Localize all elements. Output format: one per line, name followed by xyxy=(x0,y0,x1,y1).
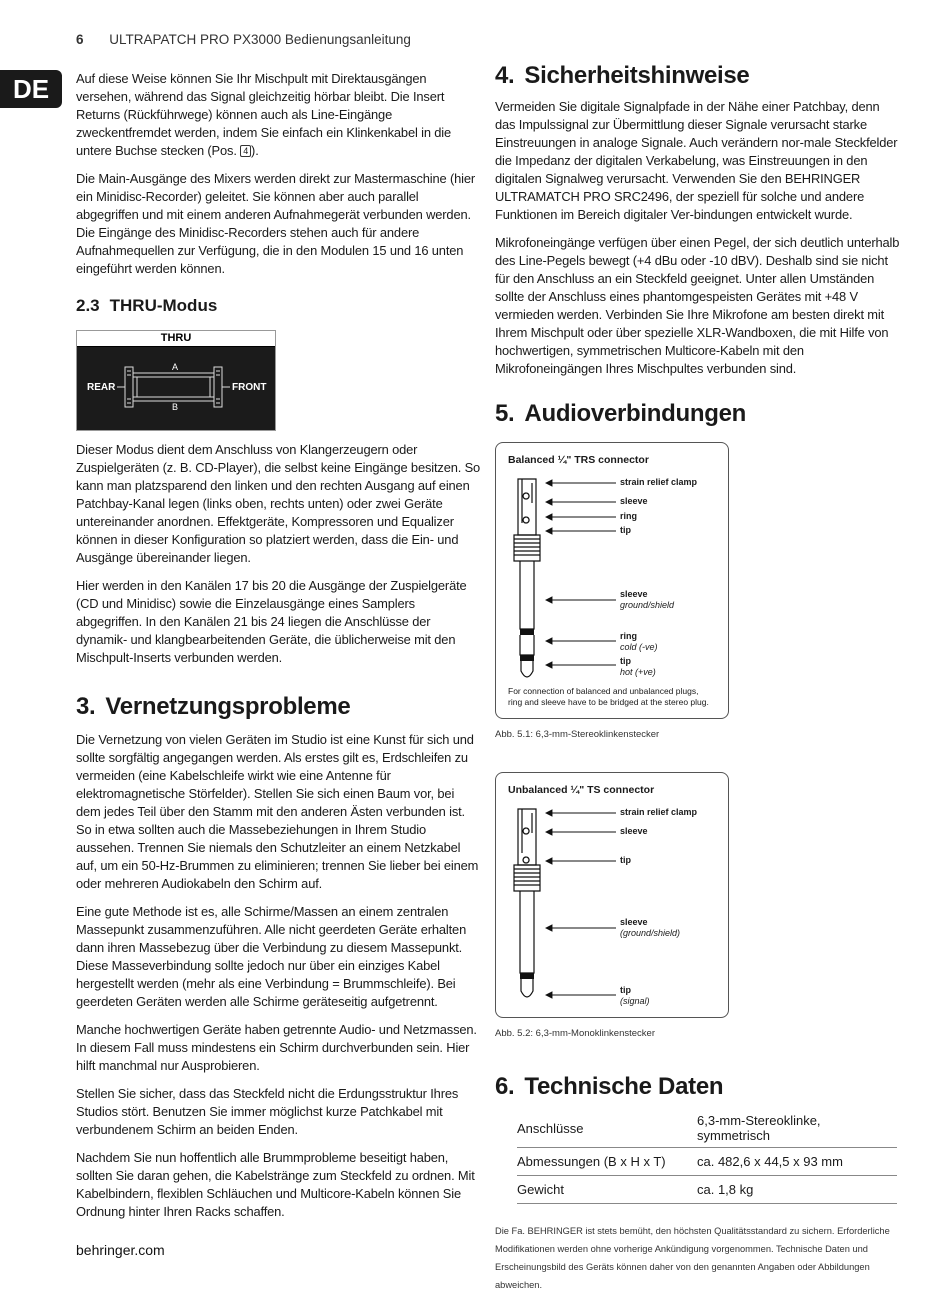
paragraph: Die Main-Ausgänge des Mixers werden direkt zur Mastermaschine (hier ein Minidisc-Recorder) geleitet. Sie können aber auch parallel abgegriffen und mit einem anderen Aufnahmegerät verbunden werden. Die Eingänge des Minidisc-Recorders stehen auch für andere Aufnahmequellen zur Verfügung, die in den Modulen 15 und 16 unten eingeführt werden können. xyxy=(76,171,476,276)
ts-connector-figure xyxy=(495,772,729,1018)
thru-label-a: A xyxy=(171,362,179,372)
paragraph: Stellen Sie sicher, dass das Steckfeld nicht die Erdungsstruktur Ihres Studios stört. Benutzen Sie immer möglichst kurze Patchkabel mit verbundenem Schirm an beiden Enden. xyxy=(76,1086,459,1137)
paragraph: Auf diese Weise können Sie Ihr Mischpult mit Direktausgängen versehen, während das Signal gleichzeitig hörbar bleibt. Die Insert Returns (Rückführwege) können auch als Line-Eingänge zweckentfremdet werden, indem Sie einfach ein Klinkenkabel in die untere Buchse stecken (Pos. 4 ). xyxy=(76,71,452,158)
paragraph: Eine gute Methode ist es, alle Schirme/Massen an einem zentralen Massepunkt zusammenzuführen. Alle nicht geerdeten Geräte erhalten dann ihren Massebezug über die Verbindung zu diesem Massepunkt. Diese Masseverbindung sollte jedoch nur über ein einziges Kabel hergestellt werden (mehr als eine Verbindung = Brummschleife). Bei geerdeten Geräten werden alle Schirme geräteseitig aufgetrennt. xyxy=(76,904,467,1009)
table-row xyxy=(517,1148,897,1176)
label-ring-cold: ring cold (-ve) xyxy=(620,631,658,652)
thru-label-rear: REAR xyxy=(87,382,116,393)
figure-note: For connection of balanced and unbalanced plugs, ring and sleeve have to be bridged at the stereo plug. xyxy=(508,686,709,707)
spec-value: 6,3-mm-Stereoklinke, symmetrisch xyxy=(697,1109,897,1148)
spec-value: ca. 482,6 x 44,5 x 93 mm xyxy=(697,1148,897,1176)
page-header xyxy=(76,32,411,47)
label-sleeve: sleeve xyxy=(620,826,648,836)
thru-label-b: B xyxy=(171,402,179,412)
spec-label: Gewicht xyxy=(517,1176,697,1204)
spec-label: Anschlüsse xyxy=(517,1109,697,1148)
label-tip: tip xyxy=(620,525,631,535)
section-heading-4: 4. Sicherheitshinweise xyxy=(495,62,750,89)
label-sleeve: sleeve xyxy=(620,496,648,506)
label-strain-relief-clamp: strain relief clamp xyxy=(620,807,698,817)
paragraph: Vermeiden Sie digitale Signalpfade in der Nähe einer Patchbay, denn das Impulssignal zur Übermittlung dieser Signale verursacht starke Einstreuungen in analoge Signale. Auch verändern nor-male Steckfelder die Impedanz der digitalen Verkabelung, was Einstreuungen in den digitalen Signalweg verursacht. Verwenden Sie den BEHRINGER ULTRAMATCH PRO SRC2496, der speziell für solche und andere Funktionen im Bereich digitaler Ver-bindungen entwickelt wurde. xyxy=(495,99,898,222)
thru-wiring-graphic xyxy=(77,347,275,429)
paragraph: Nachdem Sie nun hoffentlich alle Brummprobleme beseitigt haben, sollten Sie daran gehen, die Kabelstränge zum Steckfeld zu ordnen. Mit Kabelbindern, flexiblen Schläuchen und Multicore-Kabeln können Sie Ordnung hinter Ihren Racks schaffen. xyxy=(76,1150,475,1219)
label-sleeve-ground: sleeve ground/shield xyxy=(620,589,675,610)
paragraph: Mikrofoneingänge verfügen über einen Pegel, der sich deutlich unterhalb des Line-Pegels bewegt (+4 dBu oder -10 dBV). Deshalb sind sie nicht für den Anschluss an ein Steckfeld geeignet. Unter allen Umständen sollte der Anschluss eines phantomgespeisten Gerätes mit +48 V vermieden werden. Verbinden Sie Ihre Mikrofone am besten direkt mit Ihrem Mischpult oder über spezielle XLR-Wandboxen, die mit Hilfe von hochwertigen, symmetrischen Multicore-Kabeln mit den Mikrofoneingängen Ihres Mischpultes verbunden sind. xyxy=(495,235,900,376)
thru-diagram xyxy=(76,330,276,431)
section-heading-2-3: 2.3 THRU-Modus xyxy=(76,296,218,315)
paragraph: Dieser Modus dient dem Anschluss von Klangerzeugern oder Zuspielgeräten (z. B. CD-Player), die selbst keine Eingänge besitzen. So kann man platzsparend den linken und den rechten Ausgang auf einen Patchbay-Kanal legen (links oben, rechts unten) oder zwei Geräte untereinander anordnen. Effektgeräte, Kompressoren und Equalizer können in dieser Konfiguration so platziert werden, dass die Ein- und Ausgänge übereinander liegen. xyxy=(76,442,481,565)
document-title: ULTRAPATCH PRO PX3000 Bedienungsanleitung xyxy=(109,32,411,47)
paragraph: Manche hochwertigen Geräte haben getrennte Audio- und Netzmassen. In diesem Fall muss mindestens ein Schirm durchverbunden sein. Hier hilft manchmal nur Ausprobieren. xyxy=(76,1022,477,1073)
specs-table xyxy=(517,1109,897,1204)
spec-label: Abmessungen (B x H x T) xyxy=(517,1148,697,1176)
section-heading-5: 5. Audioverbindungen xyxy=(495,400,746,427)
label-ring: ring xyxy=(620,511,637,521)
figure-title: Unbalanced ¼" TS connector xyxy=(508,784,655,796)
section-heading-6: 6. Technische Daten xyxy=(495,1073,724,1100)
disclaimer: Die Fa. BEHRINGER ist stets bemüht, den höchsten Qualitätsstandard zu sichern. Erforderliche Modifikationen werden ohne vorherige Ankündigung vorgenommen. Technische Daten und Erscheinungsbild des Geräts können daher von den genannten Angaben oder Abbildungen abweichen. xyxy=(495,1226,890,1290)
table-row xyxy=(517,1176,897,1204)
paragraph: Die Vernetzung von vielen Geräten im Studio ist eine Kunst für sich und sollte sorgfältig angegangen werden. Als erstes gilt es, Erdschleifen zu vermeiden (eine Kabelschleife wirkt wie eine Antenne für elektromagnetische Störfelder). Stellen Sie sich einen Baum vor, bei dem jedes Teil über den Stamm mit den anderen Ästen verbunden ist. So in etwa sollten auch die Massebeziehungen in Ihrem Studio aussehen. Trennen Sie niemals den Schutzleiter an einem Netzkabel auf, um ein 50-Hz-Brummen zu eliminieren; trennen Sie lieber bei einem oder mehreren Audiokabeln den Schirm auf. xyxy=(76,732,479,891)
thru-label-front: FRONT xyxy=(232,382,267,393)
label-tip-hot: tip hot (+ve) xyxy=(620,656,656,677)
table-row xyxy=(517,1109,897,1148)
figure-caption: Abb. 5.2: 6,3-mm-Monoklinkenstecker xyxy=(495,1028,655,1039)
figure-title: Balanced ¼" TRS connector xyxy=(508,454,649,466)
left-column xyxy=(76,70,481,1231)
position-marker: 4 xyxy=(240,145,251,157)
label-strain-relief-clamp: strain relief clamp xyxy=(620,477,698,487)
section-heading-3: 3. Vernetzungsprobleme xyxy=(76,693,351,720)
page-number: 6 xyxy=(76,32,84,47)
label-sleeve-ground: sleeve (ground/shield) xyxy=(620,917,681,938)
right-column xyxy=(495,62,900,1294)
behringer-logo: behringer.com xyxy=(76,1242,165,1258)
paragraph: Hier werden in den Kanälen 17 bis 20 die Ausgänge der Zuspielgeräte (CD und Minidisc) sowie die Einzelausgänge eines Samplers abgegriffen. In den Kanälen 21 bis 24 liegen die Anschlüsse der dynamik- und klangbearbeitenden Geräte, die üblicherweise mit den Mischpult-Inserts verbunden werden. xyxy=(76,578,467,665)
label-tip-signal: tip (signal) xyxy=(620,985,650,1006)
thru-diagram-title: THRU xyxy=(77,331,275,347)
spec-value: ca. 1,8 kg xyxy=(697,1176,897,1204)
figure-caption: Abb. 5.1: 6,3-mm-Stereoklinkenstecker xyxy=(495,729,660,740)
language-tab: DE xyxy=(0,70,62,108)
label-tip: tip xyxy=(620,855,631,865)
trs-connector-figure xyxy=(495,442,729,719)
